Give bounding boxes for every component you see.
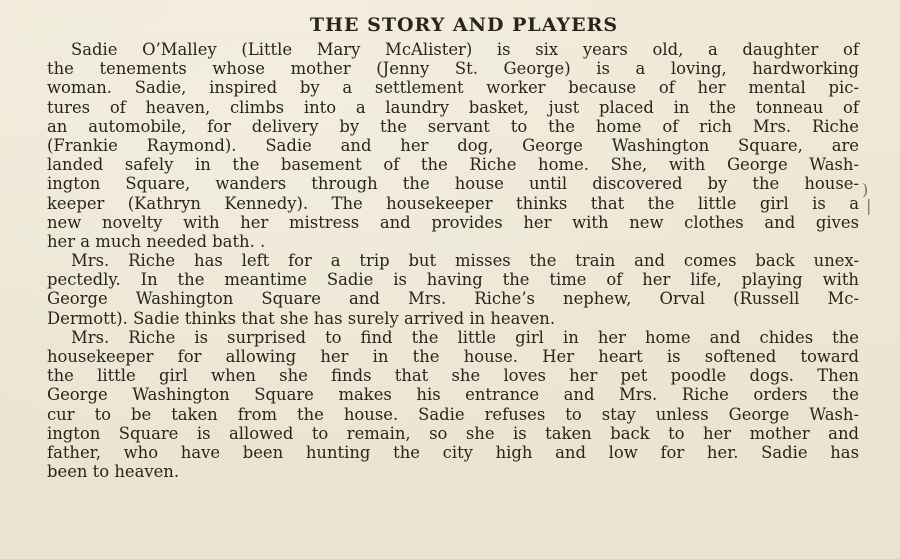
text-line: woman. Sadie, inspired by a settlement worker because of her mental pic- <box>47 78 859 98</box>
text-line: an automobile, for delivery by the servant to the home of rich Mrs. Riche <box>47 116 859 136</box>
paragraph-1 <box>47 40 859 251</box>
text-line: Mrs. Riche is surprised to find the little girl in her home and chides the <box>71 327 859 347</box>
text-line: Dermott). Sadie thinks that she has surely arrived in heaven. <box>47 308 556 328</box>
margin-bracket-mark: | <box>866 196 872 215</box>
text-line: George Washington Square makes his entrance and Mrs. Riche orders the <box>47 385 859 405</box>
text-line: ington Square is allowed to remain, so she is taken back to her mother and <box>47 423 859 443</box>
text-line: new novelty with her mistress and provides her with new clothes and gives <box>47 212 859 232</box>
text-line: Mrs. Riche has left for a trip but misses the train and comes back unex- <box>71 251 859 271</box>
margin-bracket-mark: ) <box>862 180 869 199</box>
text-line: father, who have been hunting the city high and low for her. Sadie has <box>47 442 859 462</box>
text-line: the tenements whose mother (Jenny St. George) is a loving, hardworking <box>47 59 859 79</box>
paragraph-3 <box>47 328 859 482</box>
article-body <box>47 40 859 481</box>
text-line: tures of heaven, climbs into a laundry basket, just placed in the tonneau of <box>47 97 859 117</box>
text-line: been to heaven. <box>47 462 180 482</box>
text-line: (Frankie Raymond). Sadie and her dog, George Washington Square, are <box>47 135 859 155</box>
text-line: Sadie O’Malley (Little Mary McAlister) is six years old, a daughter of <box>71 40 859 59</box>
text-line: ington Square, wanders through the house until discovered by the house- <box>47 174 859 194</box>
article-title: THE STORY AND PLAYERS <box>309 14 619 36</box>
text-line: landed safely in the basement of the Riche home. She, with George Wash- <box>47 155 859 175</box>
text-line: George Washington Square and Mrs. Riche’s nephew, Orval (Russell Mc- <box>47 289 859 309</box>
text-line: keeper (Kathryn Kennedy). The housekeeper thinks that the little girl is a <box>47 193 859 213</box>
text-line: the little girl when she finds that she loves her pet poodle dogs. Then <box>47 366 859 386</box>
text-line: her a much needed bath. . <box>47 231 266 251</box>
paragraph-2 <box>47 251 859 328</box>
text-line: cur to be taken from the house. Sadie refuses to stay unless George Wash- <box>47 404 859 424</box>
text-line: housekeeper for allowing her in the house. Her heart is softened toward <box>47 347 859 366</box>
text-line: pectedly. In the meantime Sadie is having the time of her life, playing with <box>47 270 859 290</box>
